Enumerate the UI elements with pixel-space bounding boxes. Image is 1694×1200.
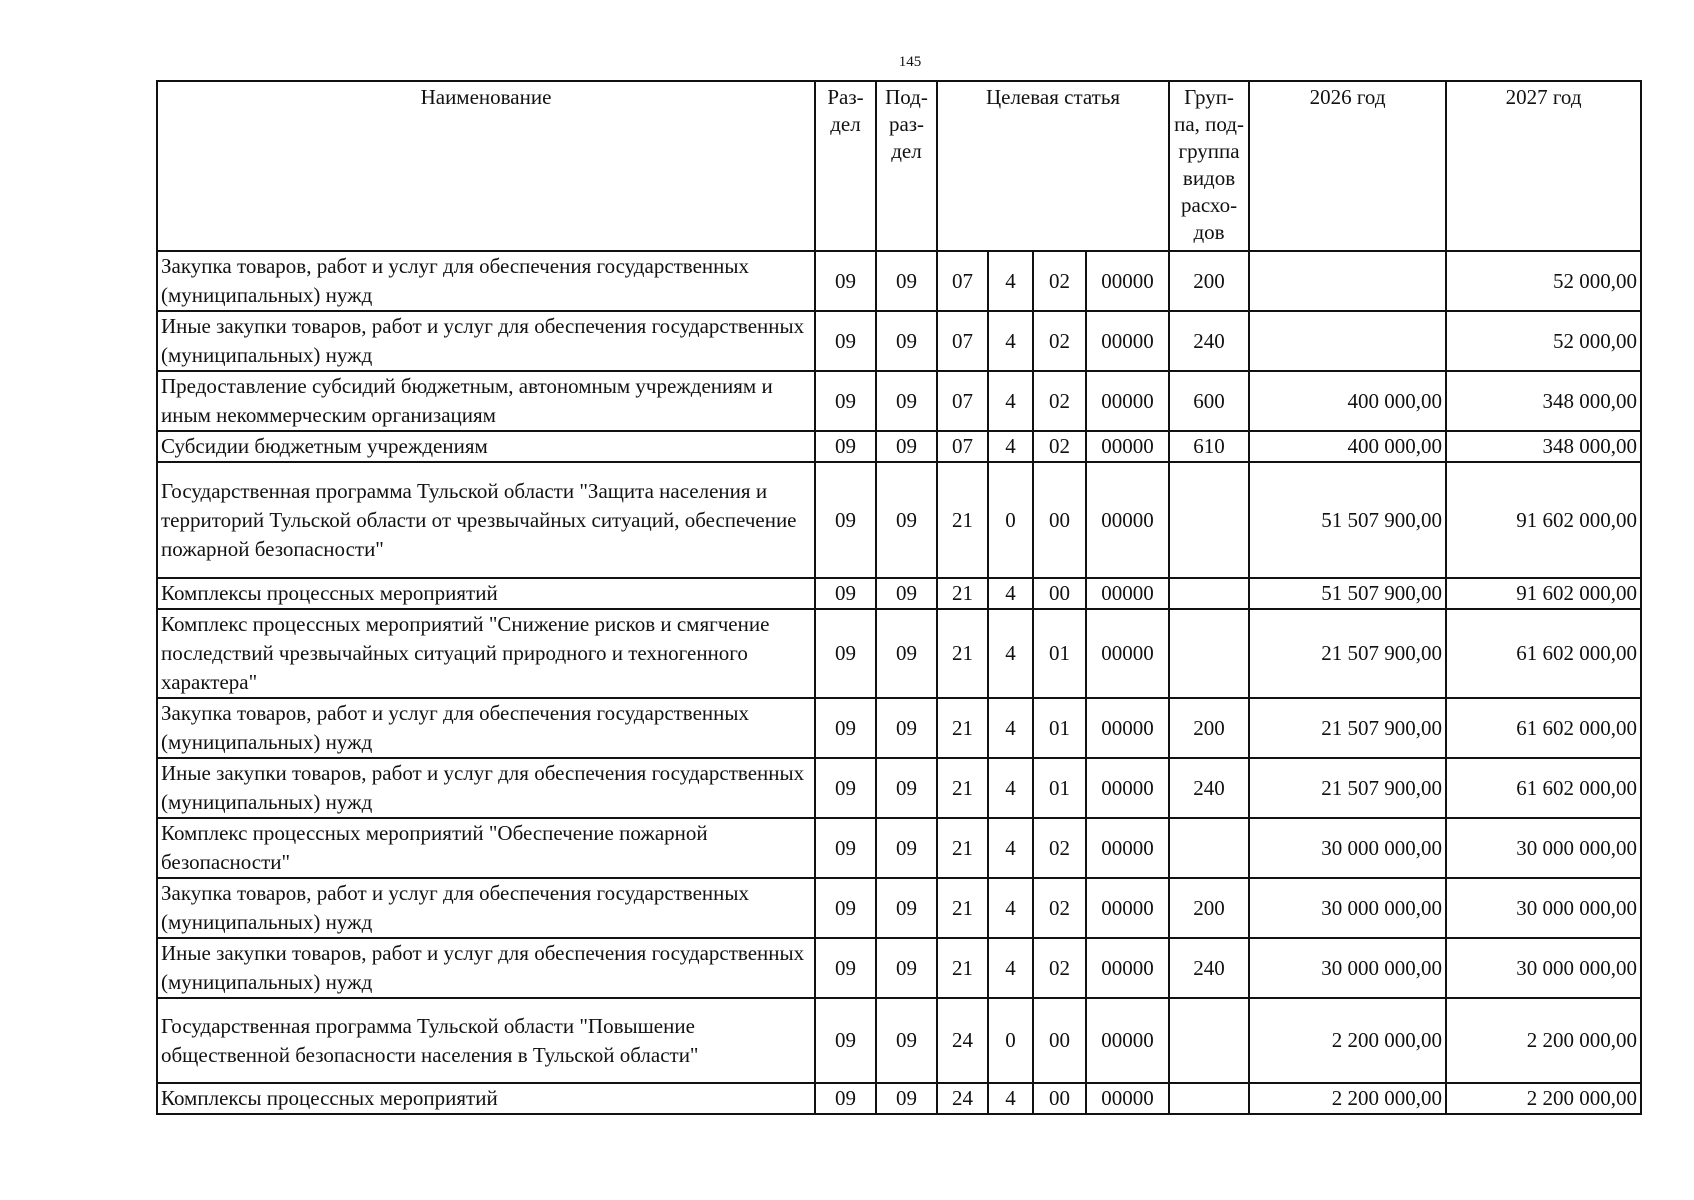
target-code-2: 4 — [988, 818, 1033, 878]
table-row — [157, 1083, 1641, 1114]
target-code-2: 4 — [988, 311, 1033, 371]
amount-2027: 91 602 000,00 — [1446, 578, 1641, 609]
table-row — [157, 938, 1641, 998]
target-code-2: 4 — [988, 431, 1033, 462]
subsection-code: 09 — [876, 938, 937, 998]
target-code-3: 00 — [1033, 462, 1086, 578]
section-code: 09 — [815, 698, 876, 758]
table-row — [157, 698, 1641, 758]
target-code-1: 24 — [937, 1083, 988, 1114]
target-code-3: 01 — [1033, 758, 1086, 818]
target-code-3: 01 — [1033, 698, 1086, 758]
target-code-1: 07 — [937, 431, 988, 462]
subsection-code: 09 — [876, 311, 937, 371]
target-code-1: 07 — [937, 311, 988, 371]
target-code-3: 02 — [1033, 431, 1086, 462]
amount-2027: 348 000,00 — [1446, 431, 1641, 462]
target-code-2: 4 — [988, 1083, 1033, 1114]
section-code: 09 — [815, 251, 876, 311]
subsection-code: 09 — [876, 758, 937, 818]
table-row — [157, 371, 1641, 431]
target-code-2: 4 — [988, 609, 1033, 698]
table-header-row — [157, 81, 1641, 251]
table-row — [157, 609, 1641, 698]
target-code-3: 02 — [1033, 818, 1086, 878]
row-name: Комплексы процессных мероприятий — [157, 578, 815, 609]
amount-2027: 30 000 000,00 — [1446, 878, 1641, 938]
amount-2026: 2 200 000,00 — [1249, 998, 1446, 1083]
expense-group-code: 240 — [1169, 311, 1249, 371]
header-target-article: Целевая статья — [937, 81, 1169, 251]
target-code-2: 0 — [988, 998, 1033, 1083]
row-name: Иные закупки товаров, работ и услуг для обеспечения государственных (муниципальных) нужд — [157, 758, 815, 818]
table-row — [157, 431, 1641, 462]
amount-2026: 30 000 000,00 — [1249, 878, 1446, 938]
amount-2026 — [1249, 311, 1446, 371]
target-code-1: 24 — [937, 998, 988, 1083]
amount-2027: 30 000 000,00 — [1446, 818, 1641, 878]
row-name: Комплексы процессных мероприятий — [157, 1083, 815, 1114]
amount-2027: 2 200 000,00 — [1446, 998, 1641, 1083]
expense-group-code — [1169, 462, 1249, 578]
amount-2026: 400 000,00 — [1249, 431, 1446, 462]
target-code-1: 21 — [937, 609, 988, 698]
amount-2026: 21 507 900,00 — [1249, 698, 1446, 758]
table-row — [157, 462, 1641, 578]
section-code: 09 — [815, 998, 876, 1083]
table-row — [157, 578, 1641, 609]
target-code-4: 00000 — [1086, 938, 1169, 998]
header-year-2026: 2026 год — [1249, 81, 1446, 251]
header-section: Раз- дел — [815, 81, 876, 251]
target-code-2: 4 — [988, 371, 1033, 431]
amount-2026: 51 507 900,00 — [1249, 578, 1446, 609]
expense-group-code — [1169, 1083, 1249, 1114]
row-name: Закупка товаров, работ и услуг для обеспечения государственных (муниципальных) нужд — [157, 251, 815, 311]
header-name: Наименование — [157, 81, 815, 251]
subsection-code: 09 — [876, 878, 937, 938]
target-code-2: 4 — [988, 251, 1033, 311]
amount-2026 — [1249, 251, 1446, 311]
target-code-4: 00000 — [1086, 878, 1169, 938]
subsection-code: 09 — [876, 578, 937, 609]
row-name: Закупка товаров, работ и услуг для обеспечения государственных (муниципальных) нужд — [157, 878, 815, 938]
page-number: 145 — [898, 54, 922, 70]
target-code-2: 4 — [988, 878, 1033, 938]
amount-2026: 30 000 000,00 — [1249, 818, 1446, 878]
target-code-2: 0 — [988, 462, 1033, 578]
target-code-3: 00 — [1033, 1083, 1086, 1114]
target-code-3: 01 — [1033, 609, 1086, 698]
expense-group-code — [1169, 609, 1249, 698]
target-code-4: 00000 — [1086, 462, 1169, 578]
row-name: Иные закупки товаров, работ и услуг для обеспечения государственных (муниципальных) нужд — [157, 311, 815, 371]
amount-2027: 52 000,00 — [1446, 251, 1641, 311]
target-code-3: 02 — [1033, 938, 1086, 998]
amount-2027: 61 602 000,00 — [1446, 758, 1641, 818]
target-code-3: 02 — [1033, 311, 1086, 371]
subsection-code: 09 — [876, 371, 937, 431]
expense-group-code: 600 — [1169, 371, 1249, 431]
subsection-code: 09 — [876, 462, 937, 578]
row-name: Комплекс процессных мероприятий "Снижение рисков и смягчение последствий чрезвычайных ситуаций природного и техногенного характера" — [157, 609, 815, 698]
subsection-code: 09 — [876, 698, 937, 758]
row-name: Государственная программа Тульской области "Повышение общественной безопасности населения в Тульской области" — [157, 998, 815, 1083]
row-name: Субсидии бюджетным учреждениям — [157, 431, 815, 462]
target-code-4: 00000 — [1086, 251, 1169, 311]
target-code-4: 00000 — [1086, 578, 1169, 609]
expense-group-code: 610 — [1169, 431, 1249, 462]
section-code: 09 — [815, 462, 876, 578]
target-code-3: 00 — [1033, 998, 1086, 1083]
row-name: Предоставление субсидий бюджетным, автономным учреждениям и иным некоммерческим организациям — [157, 371, 815, 431]
budget-table — [156, 80, 1642, 1115]
subsection-code: 09 — [876, 998, 937, 1083]
subsection-code: 09 — [876, 431, 937, 462]
amount-2027: 61 602 000,00 — [1446, 698, 1641, 758]
target-code-4: 00000 — [1086, 1083, 1169, 1114]
section-code: 09 — [815, 758, 876, 818]
header-year-2027: 2027 год — [1446, 81, 1641, 251]
amount-2027: 348 000,00 — [1446, 371, 1641, 431]
section-code: 09 — [815, 818, 876, 878]
target-code-3: 02 — [1033, 371, 1086, 431]
target-code-2: 4 — [988, 698, 1033, 758]
expense-group-code: 200 — [1169, 251, 1249, 311]
target-code-1: 21 — [937, 578, 988, 609]
target-code-2: 4 — [988, 758, 1033, 818]
subsection-code: 09 — [876, 251, 937, 311]
expense-group-code — [1169, 998, 1249, 1083]
target-code-1: 07 — [937, 371, 988, 431]
row-name: Иные закупки товаров, работ и услуг для обеспечения государственных (муниципальных) нужд — [157, 938, 815, 998]
table-row — [157, 311, 1641, 371]
expense-group-code: 200 — [1169, 878, 1249, 938]
target-code-1: 21 — [937, 818, 988, 878]
section-code: 09 — [815, 938, 876, 998]
header-subsection: Под- раз- дел — [876, 81, 937, 251]
section-code: 09 — [815, 609, 876, 698]
target-code-4: 00000 — [1086, 609, 1169, 698]
target-code-4: 00000 — [1086, 431, 1169, 462]
table-row — [157, 758, 1641, 818]
section-code: 09 — [815, 878, 876, 938]
section-code: 09 — [815, 371, 876, 431]
amount-2026: 400 000,00 — [1249, 371, 1446, 431]
amount-2026: 2 200 000,00 — [1249, 1083, 1446, 1114]
target-code-4: 00000 — [1086, 818, 1169, 878]
target-code-3: 00 — [1033, 578, 1086, 609]
target-code-4: 00000 — [1086, 698, 1169, 758]
amount-2027: 30 000 000,00 — [1446, 938, 1641, 998]
table-row — [157, 998, 1641, 1083]
target-code-2: 4 — [988, 938, 1033, 998]
row-name: Комплекс процессных мероприятий "Обеспечение пожарной безопасности" — [157, 818, 815, 878]
table-row — [157, 251, 1641, 311]
amount-2027: 91 602 000,00 — [1446, 462, 1641, 578]
amount-2027: 52 000,00 — [1446, 311, 1641, 371]
table-row — [157, 878, 1641, 938]
section-code: 09 — [815, 311, 876, 371]
amount-2026: 21 507 900,00 — [1249, 609, 1446, 698]
target-code-4: 00000 — [1086, 758, 1169, 818]
target-code-3: 02 — [1033, 878, 1086, 938]
subsection-code: 09 — [876, 1083, 937, 1114]
header-expense-group: Груп- па, под- группа видов расхо- дов — [1169, 81, 1249, 251]
table-row — [157, 818, 1641, 878]
target-code-1: 21 — [937, 938, 988, 998]
target-code-4: 00000 — [1086, 998, 1169, 1083]
subsection-code: 09 — [876, 609, 937, 698]
amount-2026: 51 507 900,00 — [1249, 462, 1446, 578]
amount-2027: 61 602 000,00 — [1446, 609, 1641, 698]
amount-2026: 30 000 000,00 — [1249, 938, 1446, 998]
expense-group-code — [1169, 578, 1249, 609]
target-code-1: 21 — [937, 698, 988, 758]
subsection-code: 09 — [876, 818, 937, 878]
target-code-4: 00000 — [1086, 311, 1169, 371]
amount-2027: 2 200 000,00 — [1446, 1083, 1641, 1114]
section-code: 09 — [815, 578, 876, 609]
target-code-4: 00000 — [1086, 371, 1169, 431]
expense-group-code: 240 — [1169, 938, 1249, 998]
target-code-3: 02 — [1033, 251, 1086, 311]
target-code-1: 21 — [937, 462, 988, 578]
target-code-1: 07 — [937, 251, 988, 311]
row-name: Закупка товаров, работ и услуг для обеспечения государственных (муниципальных) нужд — [157, 698, 815, 758]
expense-group-code: 200 — [1169, 698, 1249, 758]
expense-group-code: 240 — [1169, 758, 1249, 818]
section-code: 09 — [815, 431, 876, 462]
expense-group-code — [1169, 818, 1249, 878]
row-name: Государственная программа Тульской области "Защита населения и территорий Тульской области от чрезвычайных ситуаций, обеспечение пожарной безопасности" — [157, 462, 815, 578]
section-code: 09 — [815, 1083, 876, 1114]
target-code-1: 21 — [937, 758, 988, 818]
target-code-2: 4 — [988, 578, 1033, 609]
target-code-1: 21 — [937, 878, 988, 938]
amount-2026: 21 507 900,00 — [1249, 758, 1446, 818]
